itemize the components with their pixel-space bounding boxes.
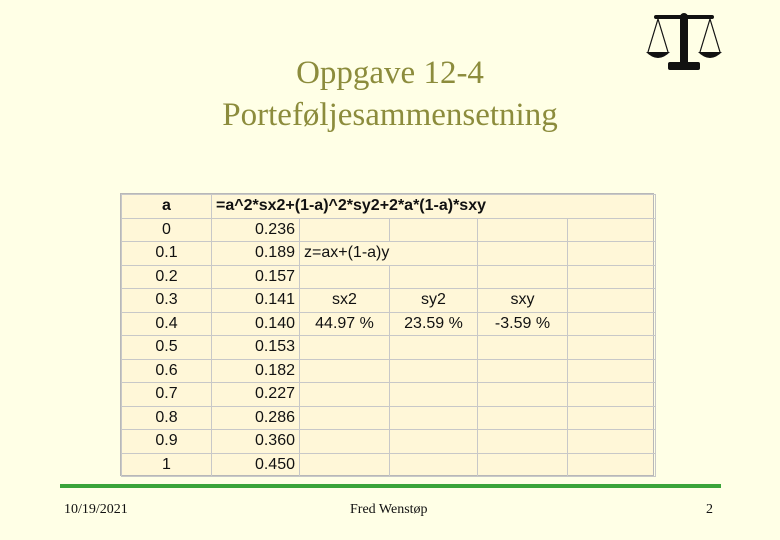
a-value: 0.2 [122,265,212,289]
z-formula: z=ax+(1-a)y [300,242,478,266]
variance-value: 0.157 [212,265,300,289]
sy2-value: 23.59 % [390,312,478,336]
sxy-label: sxy [478,289,568,313]
variance-value: 0.227 [212,383,300,407]
variance-value: 0.182 [212,359,300,383]
scales-of-justice-icon [644,12,724,74]
header-a: a [122,195,212,219]
footer-divider [60,484,721,488]
a-value: 0.7 [122,383,212,407]
spreadsheet-table [120,193,654,476]
page-number: 2 [706,502,713,517]
variance-value: 0.153 [212,336,300,360]
variance-value: 0.236 [212,218,300,242]
variance-value: 0.189 [212,242,300,266]
table-row [122,383,656,407]
table-row [122,289,656,313]
table-row [122,312,656,336]
sx2-label: sx2 [300,289,390,313]
table-row [122,430,656,454]
variance-value: 0.450 [212,453,300,477]
table-header-row [122,195,656,219]
a-value: 0.1 [122,242,212,266]
table-row [122,242,656,266]
table-row [122,406,656,430]
table-row [122,336,656,360]
a-value: 0.5 [122,336,212,360]
a-value: 0.3 [122,289,212,313]
table-row [122,359,656,383]
sx2-value: 44.97 % [300,312,390,336]
a-value: 0.6 [122,359,212,383]
footer-author: Fred Wenstøp [350,502,428,517]
title-line-1: Oppgave 12-4 [296,55,484,91]
footer-date: 10/19/2021 [64,502,128,517]
title-line-2: Porteføljesammensetning [222,97,558,133]
table-row [122,218,656,242]
sy2-label: sy2 [390,289,478,313]
variance-value: 0.286 [212,406,300,430]
a-value: 1 [122,453,212,477]
variance-value: 0.140 [212,312,300,336]
a-value: 0.9 [122,430,212,454]
table-row [122,265,656,289]
table-row [122,453,656,477]
sxy-value: -3.59 % [478,312,568,336]
header-formula: =a^2*sx2+(1-a)^2*sy2+2*a*(1-a)*sxy [212,195,568,219]
a-value: 0.8 [122,406,212,430]
variance-value: 0.141 [212,289,300,313]
a-value: 0 [122,218,212,242]
variance-value: 0.360 [212,430,300,454]
a-value: 0.4 [122,312,212,336]
